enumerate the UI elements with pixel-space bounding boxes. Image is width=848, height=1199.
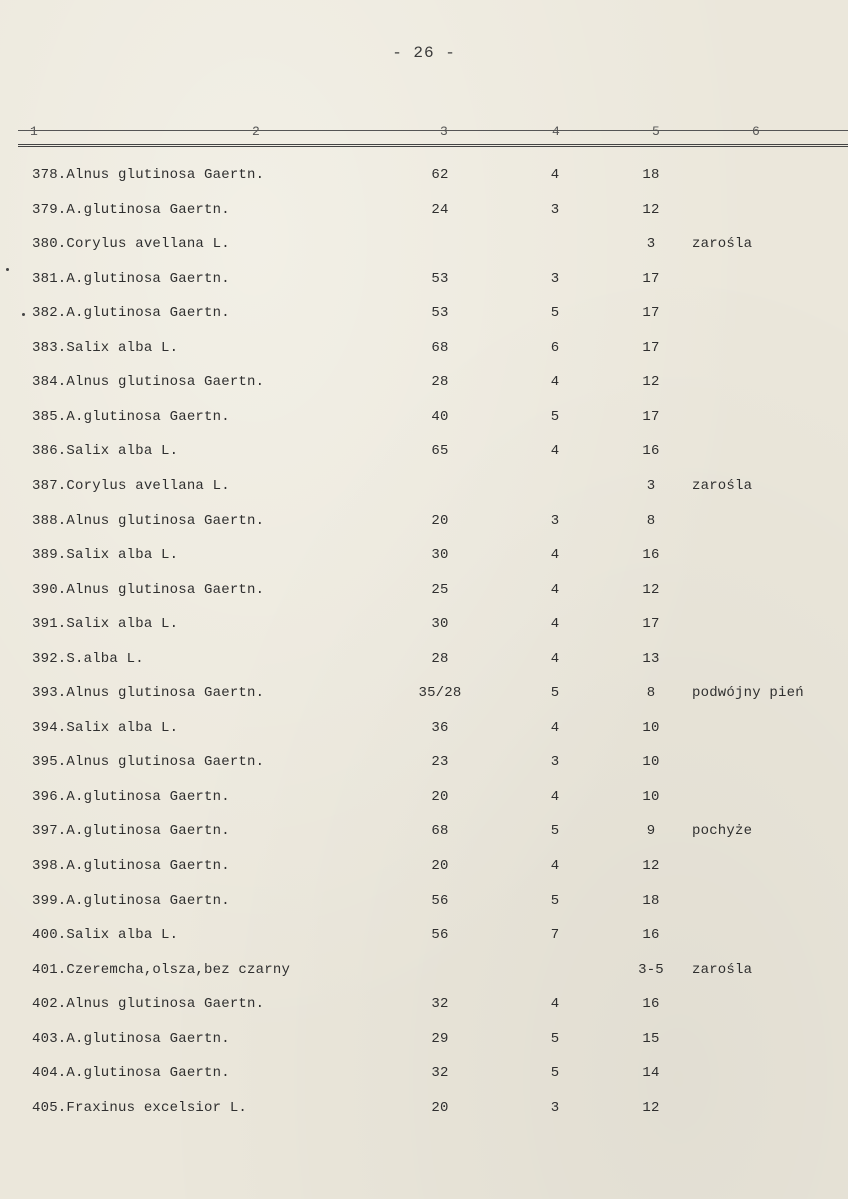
column-3-cell: 20 bbox=[431, 858, 449, 874]
column-4-cell: 6 bbox=[550, 339, 560, 356]
column-4-cell: 4 bbox=[550, 788, 560, 805]
species-cell: 395.Alnus glutinosa Gaertn. bbox=[32, 754, 265, 771]
column-number-2: 2 bbox=[252, 124, 260, 139]
column-4-cell: 4 bbox=[550, 650, 560, 667]
column-4-cell: 5 bbox=[550, 1065, 560, 1082]
column-4-cell: 4 bbox=[550, 996, 560, 1013]
column-5-cell: 18 bbox=[642, 167, 660, 183]
column-3-cell: 62 bbox=[431, 167, 449, 183]
species-cell: 392.S.alba L. bbox=[32, 650, 144, 667]
column-5-cell: 10 bbox=[642, 754, 660, 771]
column-5-cell: 9 bbox=[646, 823, 656, 840]
column-4-cell: 3 bbox=[550, 512, 560, 529]
species-cell: 385.A.glutinosa Gaertn. bbox=[32, 408, 230, 425]
column-5-cell: 14 bbox=[642, 1065, 660, 1082]
species-cell: 396.A.glutinosa Gaertn. bbox=[32, 788, 230, 805]
table-header-double-rule bbox=[18, 144, 848, 147]
column-4-cell: 4 bbox=[550, 616, 560, 633]
column-number-3: 3 bbox=[440, 124, 448, 139]
table-row bbox=[0, 754, 848, 778]
column-5-cell: 16 bbox=[642, 547, 660, 564]
column-5-cell: 12 bbox=[642, 201, 660, 218]
column-3-cell: 68 bbox=[431, 339, 449, 356]
species-cell: 387.Corylus avellana L. bbox=[32, 477, 230, 494]
column-5-cell: 8 bbox=[646, 685, 656, 702]
table-row bbox=[0, 720, 848, 744]
table-row bbox=[0, 582, 848, 606]
column-5-cell: 3 bbox=[646, 236, 656, 253]
species-cell: 401.Czeremcha,olsza,bez czarny bbox=[32, 961, 291, 978]
table-row bbox=[0, 858, 848, 882]
column-5-cell: 16 bbox=[642, 996, 660, 1013]
species-cell: 393.Alnus glutinosa Gaertn. bbox=[32, 685, 265, 702]
table-row bbox=[0, 236, 848, 260]
species-cell: 384.Alnus glutinosa Gaertn. bbox=[32, 374, 265, 391]
column-4-cell: 7 bbox=[550, 927, 560, 944]
column-4-cell: 5 bbox=[550, 685, 560, 702]
column-5-cell: 12 bbox=[642, 374, 660, 391]
column-4-cell: 4 bbox=[550, 581, 560, 598]
column-3-cell: 65 bbox=[431, 443, 449, 460]
species-cell: 379.A.glutinosa Gaertn. bbox=[32, 201, 230, 218]
species-cell: 402.Alnus glutinosa Gaertn. bbox=[32, 996, 265, 1013]
column-3-cell: 68 bbox=[431, 823, 449, 840]
column-number-4: 4 bbox=[552, 124, 560, 139]
remarks-cell: podwójny pień bbox=[692, 685, 804, 702]
column-4-cell: 5 bbox=[550, 823, 560, 840]
species-cell: 380.Corylus avellana L. bbox=[32, 236, 230, 253]
column-4-cell: 4 bbox=[550, 719, 560, 736]
column-3-cell: 20 bbox=[431, 788, 449, 805]
column-5-cell: 13 bbox=[642, 650, 660, 667]
column-4-cell: 3 bbox=[550, 201, 560, 218]
table-row bbox=[0, 547, 848, 571]
table-row bbox=[0, 651, 848, 675]
column-3-cell: 32 bbox=[431, 996, 449, 1013]
table-row bbox=[0, 409, 848, 433]
species-cell: 382.A.glutinosa Gaertn. bbox=[32, 305, 230, 322]
column-3-cell: 29 bbox=[431, 1030, 449, 1047]
column-4-cell: 3 bbox=[550, 1099, 560, 1116]
column-3-cell: 20 bbox=[431, 512, 449, 529]
table-row bbox=[0, 202, 848, 226]
column-4-cell: 4 bbox=[550, 167, 560, 183]
column-3-cell: 35/28 bbox=[418, 685, 462, 702]
column-5-cell: 3 bbox=[646, 477, 656, 494]
species-cell: 394.Salix alba L. bbox=[32, 719, 179, 736]
species-cell: 391.Salix alba L. bbox=[32, 616, 179, 633]
species-cell: 383.Salix alba L. bbox=[32, 339, 179, 356]
column-3-cell: 56 bbox=[431, 927, 449, 944]
table-row bbox=[0, 167, 848, 191]
species-cell: 399.A.glutinosa Gaertn. bbox=[32, 892, 230, 909]
table-row bbox=[0, 823, 848, 847]
column-4-cell: 4 bbox=[550, 374, 560, 391]
remarks-cell: zarośla bbox=[692, 236, 753, 253]
column-5-cell: 12 bbox=[642, 858, 660, 874]
column-3-cell: 23 bbox=[431, 754, 449, 771]
column-5-cell: 17 bbox=[642, 305, 660, 322]
table-row bbox=[0, 996, 848, 1020]
table-row bbox=[0, 927, 848, 951]
table-row bbox=[0, 374, 848, 398]
column-5-cell: 12 bbox=[642, 1099, 660, 1116]
table-header-rule bbox=[18, 130, 848, 131]
column-3-cell: 30 bbox=[431, 547, 449, 564]
species-cell: 388.Alnus glutinosa Gaertn. bbox=[32, 512, 265, 529]
table-row bbox=[0, 789, 848, 813]
column-3-cell: 28 bbox=[431, 374, 449, 391]
table-row bbox=[0, 1031, 848, 1055]
table-row bbox=[0, 271, 848, 295]
column-number-1: 1 bbox=[30, 124, 38, 139]
column-5-cell: 18 bbox=[642, 892, 660, 909]
table-row bbox=[0, 616, 848, 640]
table-row bbox=[0, 478, 848, 502]
column-3-cell: 36 bbox=[431, 719, 449, 736]
paper-speck bbox=[6, 268, 9, 271]
table-row bbox=[0, 962, 848, 986]
column-4-cell: 3 bbox=[550, 270, 560, 287]
column-4-cell: 3 bbox=[550, 754, 560, 771]
column-5-cell: 17 bbox=[642, 339, 660, 356]
paper-speck bbox=[22, 313, 25, 316]
column-5-cell: 8 bbox=[646, 512, 656, 529]
table-row bbox=[0, 513, 848, 537]
remarks-cell: pochyże bbox=[692, 823, 753, 840]
species-cell: 398.A.glutinosa Gaertn. bbox=[32, 858, 230, 874]
column-4-cell: 4 bbox=[550, 858, 560, 874]
table-row bbox=[0, 893, 848, 917]
column-4-cell: 5 bbox=[550, 305, 560, 322]
column-5-cell: 17 bbox=[642, 408, 660, 425]
column-4-cell: 4 bbox=[550, 443, 560, 460]
column-4-cell: 5 bbox=[550, 1030, 560, 1047]
remarks-cell: zarośla bbox=[692, 477, 753, 494]
column-3-cell: 32 bbox=[431, 1065, 449, 1082]
column-3-cell: 53 bbox=[431, 270, 449, 287]
column-number-header bbox=[0, 124, 848, 140]
species-cell: 397.A.glutinosa Gaertn. bbox=[32, 823, 230, 840]
species-cell: 386.Salix alba L. bbox=[32, 443, 179, 460]
column-5-cell: 3-5 bbox=[638, 961, 664, 978]
species-cell: 404.A.glutinosa Gaertn. bbox=[32, 1065, 230, 1082]
column-3-cell: 28 bbox=[431, 650, 449, 667]
column-3-cell: 53 bbox=[431, 305, 449, 322]
column-number-6: 6 bbox=[752, 124, 760, 139]
table-row bbox=[0, 305, 848, 329]
table-row bbox=[0, 443, 848, 467]
column-3-cell: 56 bbox=[431, 892, 449, 909]
table-row bbox=[0, 340, 848, 364]
species-cell: 403.A.glutinosa Gaertn. bbox=[32, 1030, 230, 1047]
species-cell: 400.Salix alba L. bbox=[32, 927, 179, 944]
column-4-cell: 5 bbox=[550, 892, 560, 909]
column-3-cell: 30 bbox=[431, 616, 449, 633]
remarks-cell: zarośla bbox=[692, 961, 753, 978]
page-number: - 26 - bbox=[392, 44, 456, 62]
column-5-cell: 17 bbox=[642, 616, 660, 633]
species-cell: 405.Fraxinus excelsior L. bbox=[32, 1099, 248, 1116]
column-5-cell: 17 bbox=[642, 270, 660, 287]
column-5-cell: 15 bbox=[642, 1030, 660, 1047]
table-row bbox=[0, 1100, 848, 1124]
species-cell: 381.A.glutinosa Gaertn. bbox=[32, 270, 230, 287]
species-cell: 390.Alnus glutinosa Gaertn. bbox=[32, 581, 265, 598]
column-5-cell: 16 bbox=[642, 927, 660, 944]
column-5-cell: 12 bbox=[642, 581, 660, 598]
column-3-cell: 24 bbox=[431, 201, 449, 218]
column-3-cell: 25 bbox=[431, 581, 449, 598]
species-cell: 378.Alnus glutinosa Gaertn. bbox=[32, 167, 265, 183]
table-row bbox=[0, 685, 848, 709]
column-3-cell: 20 bbox=[431, 1099, 449, 1116]
column-4-cell: 4 bbox=[550, 547, 560, 564]
column-5-cell: 16 bbox=[642, 443, 660, 460]
species-cell: 389.Salix alba L. bbox=[32, 547, 179, 564]
column-4-cell: 5 bbox=[550, 408, 560, 425]
column-number-5: 5 bbox=[652, 124, 660, 139]
column-5-cell: 10 bbox=[642, 719, 660, 736]
column-3-cell: 40 bbox=[431, 408, 449, 425]
table-row bbox=[0, 1065, 848, 1089]
column-5-cell: 10 bbox=[642, 788, 660, 805]
